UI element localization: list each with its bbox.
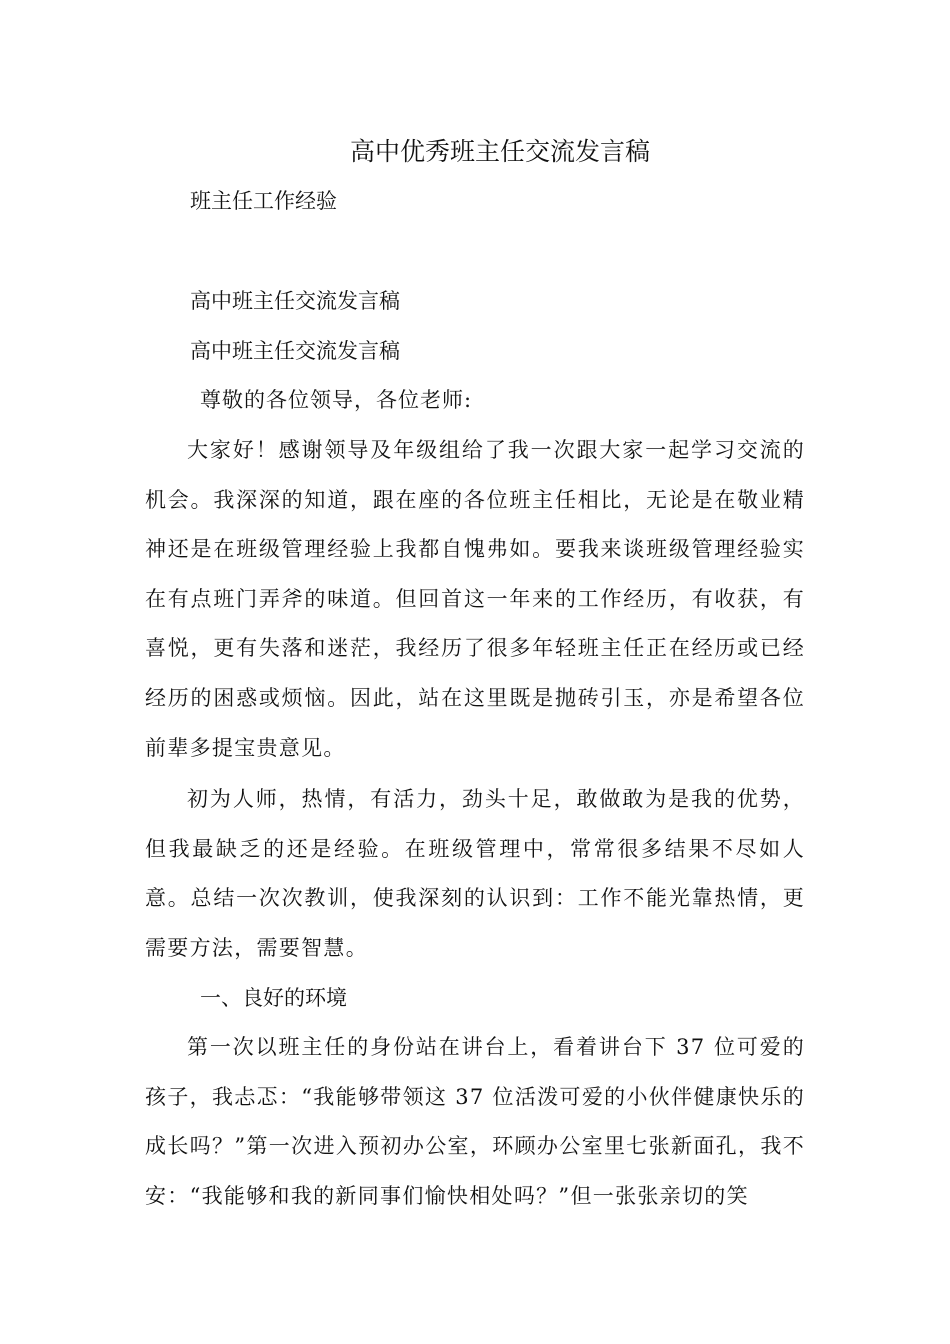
salutation: 尊敬的各位领导，各位老师: — [200, 388, 473, 412]
paragraph-experience: 初为人师，热情，有活力，劲头十足，敢做敢为是我的优势，但我最缺乏的还是经验。在班级管理中，常常很多结果不尽如人意。总结一次次教训，使我深刻的认识到：工作不能光靠热情，更需要方法，需要智慧。 — [145, 787, 805, 960]
section-heading-repeat: 高中班主任交流发言稿 — [190, 339, 400, 363]
section-title-environment: 一、良好的环境 — [200, 986, 347, 1010]
paragraph-greeting: 大家好！感谢领导及年级组给了我一次跟大家一起学习交流的机会。我深深的知道，跟在座的各位班主任相比，无论是在敬业精神还是在班级管理经验上我都自愧弗如。要我来谈班级管理经验实在有点班门弄斧的味道。但回首这一年来的工作经历，有收获，有喜悦，更有失落和迷茫，我经历了很多年轻班主任正在经历或已经经历的困惑或烦恼。因此，站在这里既是抛砖引玉，亦是希望各位前辈多提宝贵意见。 — [145, 438, 805, 760]
paragraph-first-day: 第一次以班主任的身份站在讲台上，看着讲台下 37 位可爱的孩子，我忐忑：“我能够带领这 37 位活泼可爱的小伙伴健康快乐的成长吗？”第一次进入预初办公室，环顾办公室里七张新面孔，我不安：“我能够和我的新同事们愉快相处吗？”但一张张亲切的笑 — [145, 1035, 805, 1208]
document-subtitle: 班主任工作经验 — [190, 189, 337, 213]
document-title: 高中优秀班主任交流发言稿 — [349, 137, 650, 166]
section-heading: 高中班主任交流发言稿 — [190, 289, 400, 313]
